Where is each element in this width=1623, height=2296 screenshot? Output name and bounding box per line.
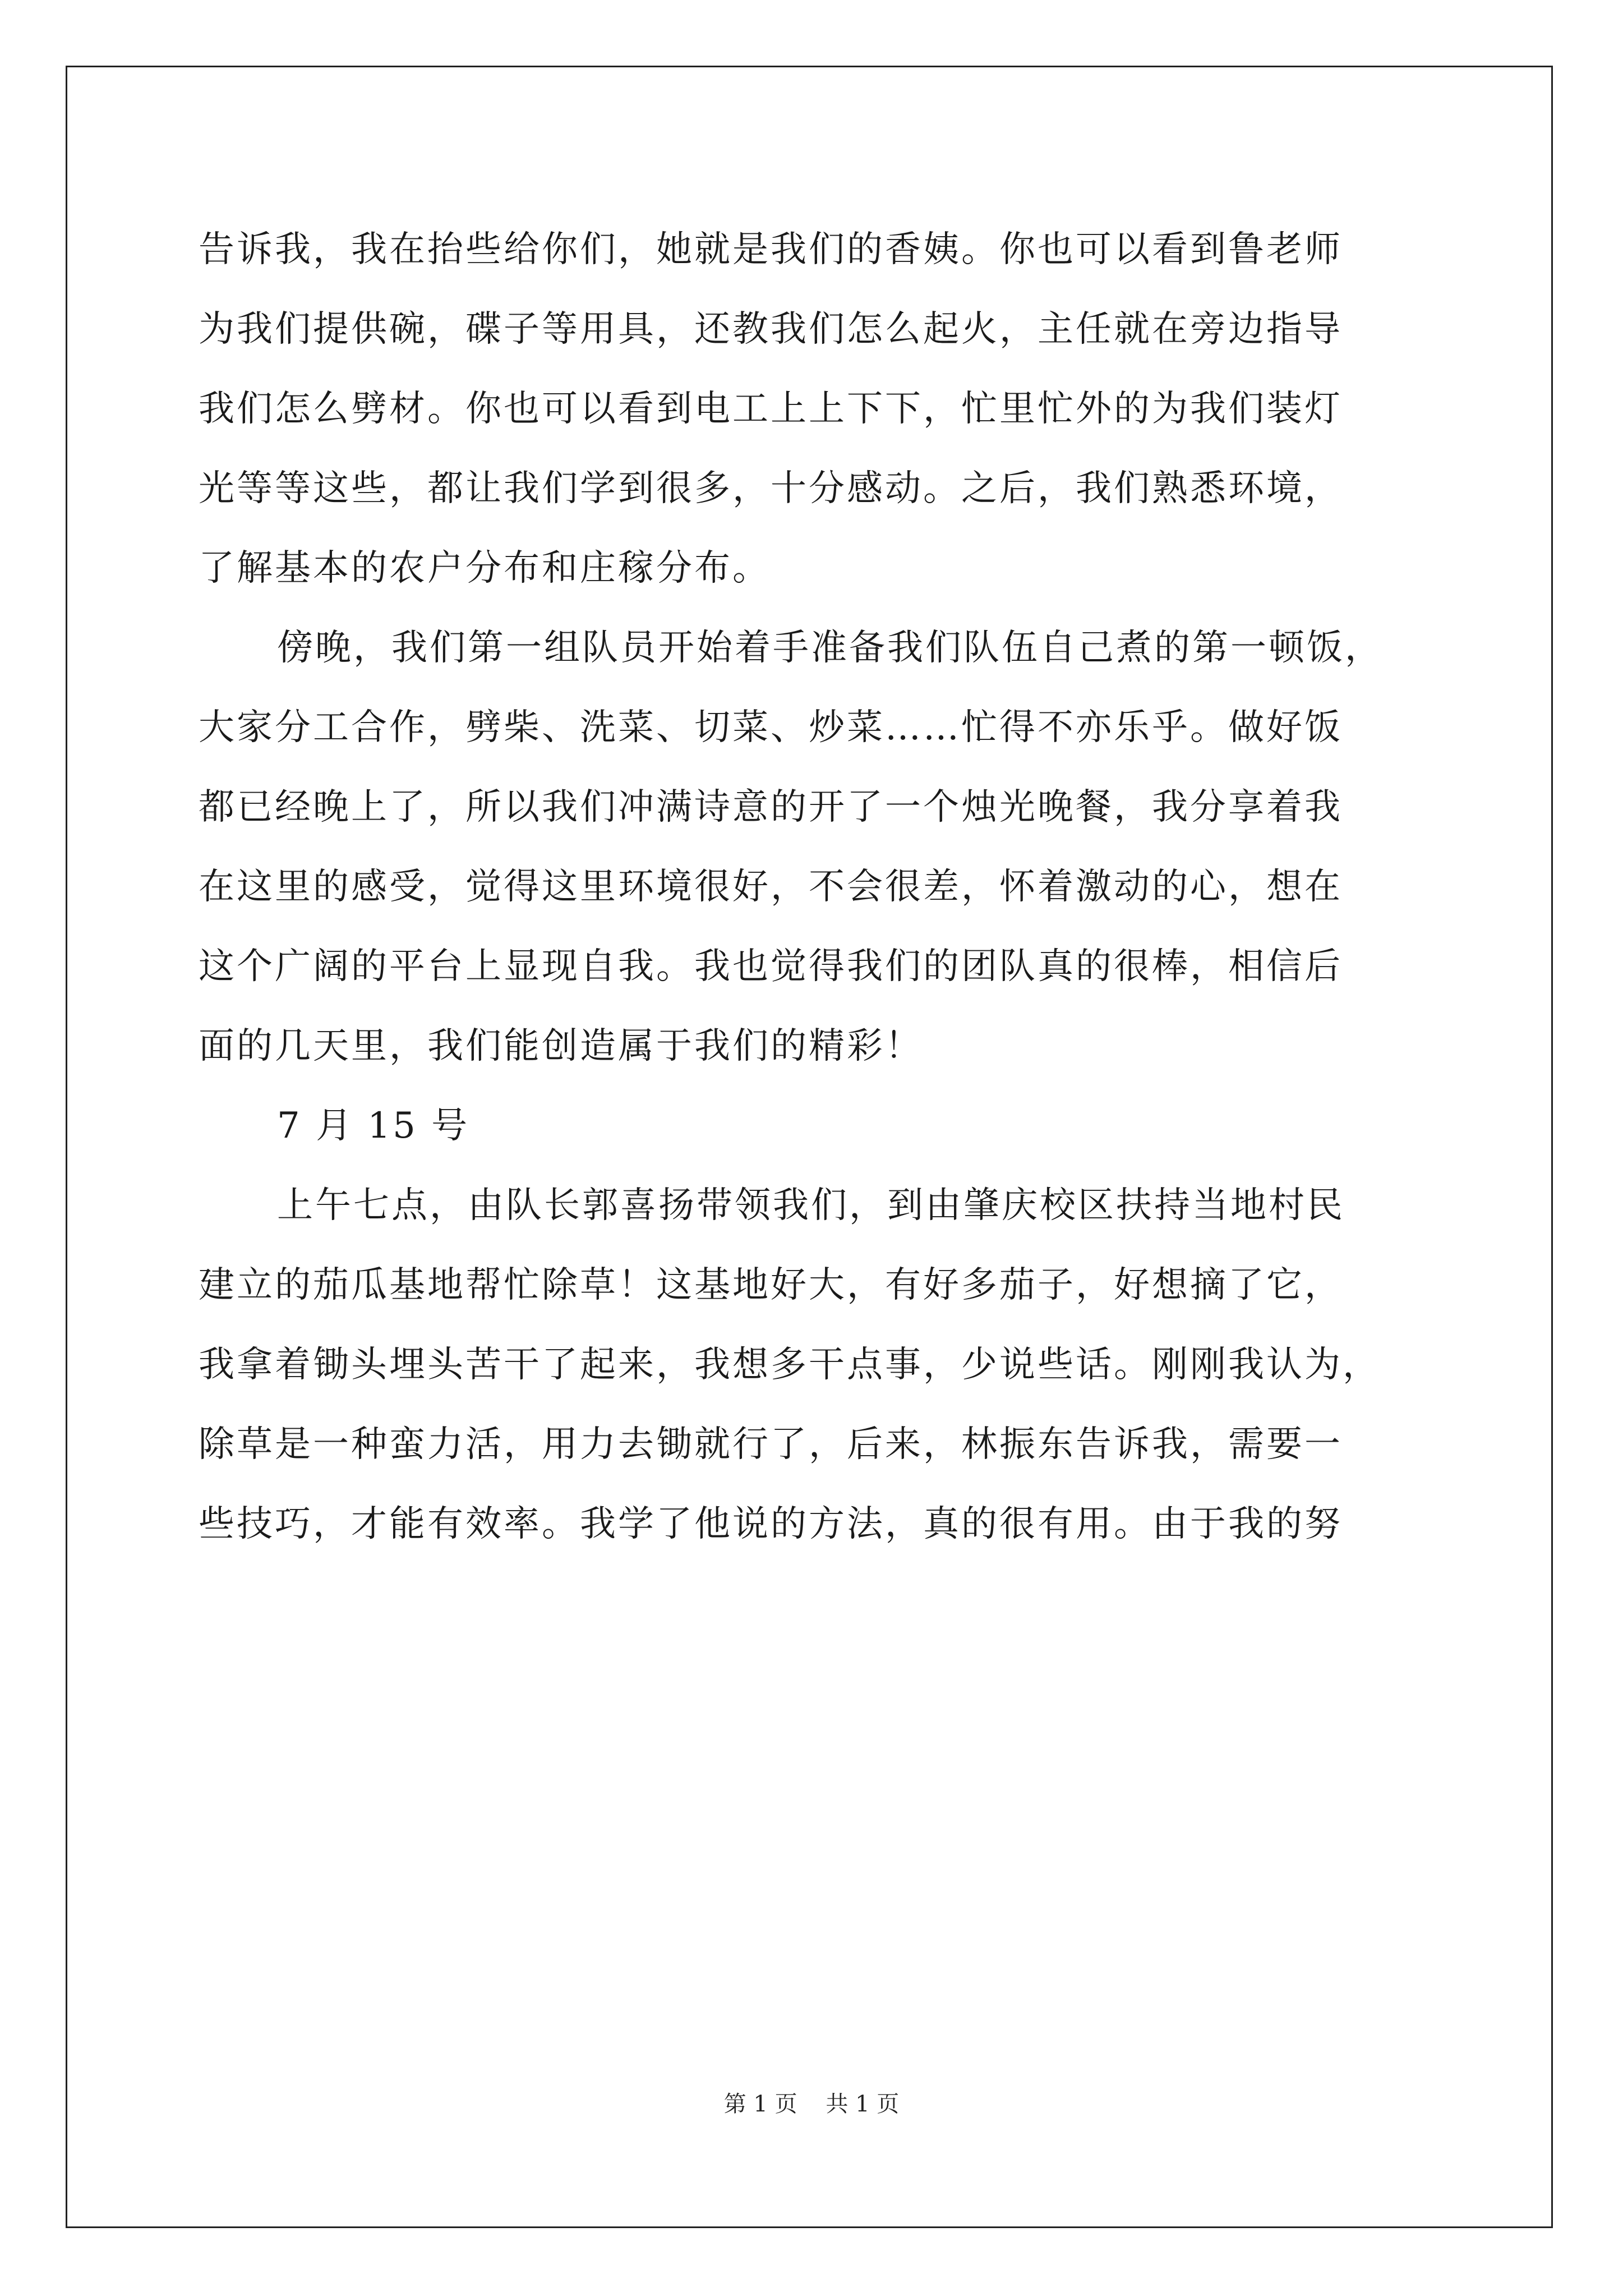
text-line: 大家分工合作，劈柴、洗菜、切菜、炒菜……忙得不亦乐乎。做好饭 bbox=[199, 707, 1343, 748]
text-line: 了解基本的农户分布和庄稼分布。 bbox=[199, 547, 771, 589]
text-line: 为我们提供碗，碟子等用具，还教我们怎么起火，主任就在旁边指导 bbox=[199, 309, 1343, 350]
text-line: 在这里的感受，觉得这里环境很好，不会很差，怀着激动的心，想在 bbox=[199, 866, 1343, 908]
text-line: 这个广阔的平台上显现自我。我也觉得我们的团队真的很棒，相信后 bbox=[199, 946, 1343, 987]
text-line: 我们怎么劈材。你也可以看到电工上上下下，忙里忙外的为我们装灯 bbox=[199, 388, 1343, 430]
text-line: 些技巧，才能有效率。我学了他说的方法，真的很有用。由于我的努 bbox=[199, 1503, 1343, 1545]
text-line: 光等等这些，都让我们学到很多，十分感动。之后，我们熟悉环境， bbox=[199, 468, 1343, 509]
text-line: 建立的茄瓜基地帮忙除草！这基地好大，有好多茄子，好想摘了它， bbox=[199, 1264, 1343, 1306]
paragraph-first-line: 上午七点，由队长郭喜扬带领我们，到由肇庆校区扶持当地村民 bbox=[277, 1185, 1345, 1226]
date-heading: 7 月 15 号 bbox=[277, 1105, 470, 1147]
text-line: 告诉我，我在抬些给你们，她就是我们的香姨。你也可以看到鲁老师 bbox=[199, 229, 1343, 270]
text-line: 面的几天里，我们能创造属于我们的精彩！ bbox=[199, 1025, 923, 1067]
paragraph-first-line: 傍晚，我们第一组队员开始着手准备我们队伍自己煮的第一顿饭， bbox=[277, 627, 1383, 669]
text-line: 都已经晚上了，所以我们冲满诗意的开了一个烛光晚餐，我分享着我 bbox=[199, 786, 1343, 828]
page-footer: 第 1 页 共 1 页 bbox=[723, 2091, 900, 2117]
text-line: 除草是一种蛮力活，用力去锄就行了，后来，林振东告诉我，需要一 bbox=[199, 1424, 1343, 1465]
text-line: 我拿着锄头埋头苦干了起来，我想多干点事，少说些话。刚刚我认为， bbox=[199, 1344, 1381, 1386]
